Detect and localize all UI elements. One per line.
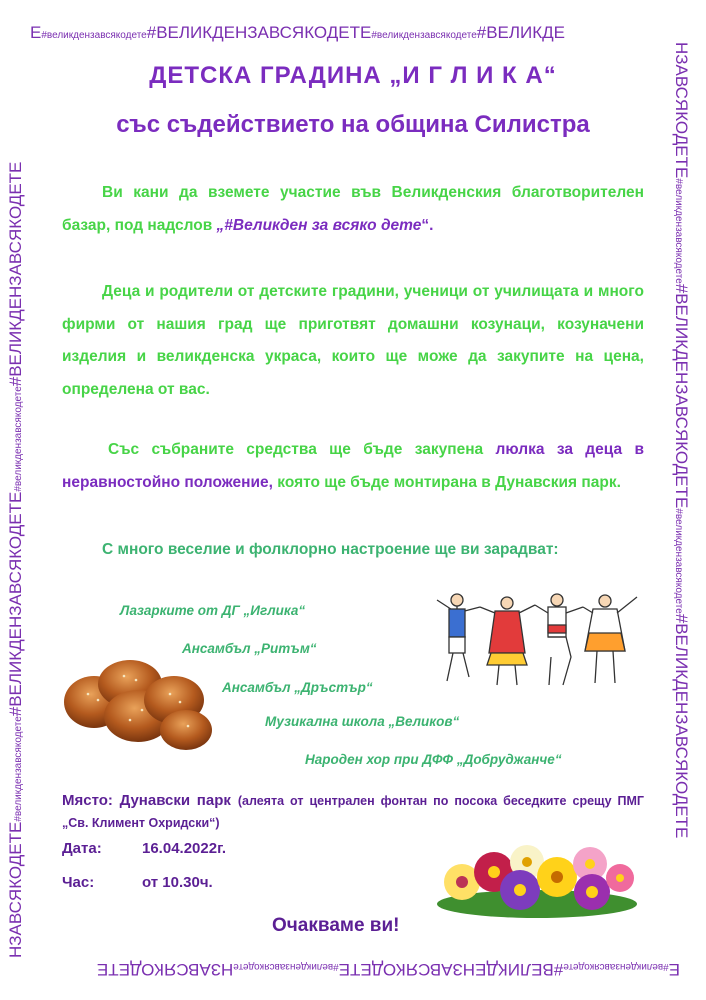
purpose-paragraph: Със събраните средства ще бъде закупена люлка за деца в неравностойно положение, която ще бъде монтирана в Дунавския парк. (62, 441, 644, 491)
performer-item: Ансамбъл „Дръстър“ (222, 680, 373, 695)
easter-bread-image (58, 650, 216, 756)
border-bottom: Е#великдензавсякодете#ВЕЛИКДЕНЗАВСЯКОДЕТЕ#великдензавсякодетеНЗАВСЯКОДЕТЕ (96, 960, 680, 979)
performer-item: Ансамбъл „Ритъм“ (182, 641, 317, 656)
date-value: 16.04.2022г. (142, 840, 226, 857)
closing-message: Очакваме ви! (272, 915, 400, 936)
purchase-item: люлка за деца в неравностойно положение, (62, 441, 644, 491)
entertainment-paragraph: С много веселие и фолклорно настроение ще ви зарадват: (102, 541, 559, 558)
performer-item: Музикална школа „Великов“ (265, 714, 460, 729)
border-top: Е#великдензавсякодете#ВЕЛИКДЕНЗАВСЯКОДЕТЕ#великдензавсякодете#ВЕЛИКДЕ (30, 23, 566, 42)
slogan: „#Великден за всяко дете (216, 216, 422, 234)
time-value: от 10.30ч. (142, 874, 213, 891)
time-label: Час: (62, 874, 95, 891)
dancer-figure (535, 594, 583, 685)
intro-paragraph: Ви кани да вземете участие във Великденския благотворителен базар, под надслов „#Великден за всяко дете“. (62, 184, 644, 234)
performer-item: Лазарките от ДГ „Иглика“ (120, 603, 306, 618)
dancer-figure (583, 595, 637, 683)
page-title: ДЕТСКА ГРАДИНА „И Г Л И К А“ (149, 62, 557, 89)
border-right: НЗАВСЯКОДЕТЕ#великдензавсякодете#ВЕЛИКДЕНЗАВСЯКОДЕТЕ#великдензавсякодете#ВЕЛИКДЕНЗАВСЯКОДЕТЕ (672, 42, 691, 839)
event-location: Място: Дунавски парк (алеята от централен фонтан по посока беседките срещу ПМГ „Св. Климент Охридски“) (62, 792, 644, 830)
dancer-figure (437, 594, 480, 681)
performer-item: Народен хор при ДФФ „Добруджанче“ (305, 752, 562, 767)
primrose-flowers-image (432, 832, 642, 920)
folk-dancers-illustration (425, 585, 650, 700)
date-label: Дата: (62, 840, 102, 857)
border-left: НЗАВСЯКОДЕТЕ#великдензавсякодете#ВЕЛИКДЕНЗАВСЯКОДЕТЕ#великдензавсякодете#ВЕЛИКДЕНЗАВСЯКОДЕТЕ (6, 161, 25, 958)
participants-paragraph: Деца и родители от детските градини, ученици от училищата и много фирми от нашия град ще приготвят домашни козунаци, козуначени изделия и великденска украса, които ще може да закупите на цена, определена от вас. (62, 283, 644, 398)
page-subtitle: със съдействието на община Силистра (116, 111, 590, 138)
dancer-figure (480, 597, 535, 685)
